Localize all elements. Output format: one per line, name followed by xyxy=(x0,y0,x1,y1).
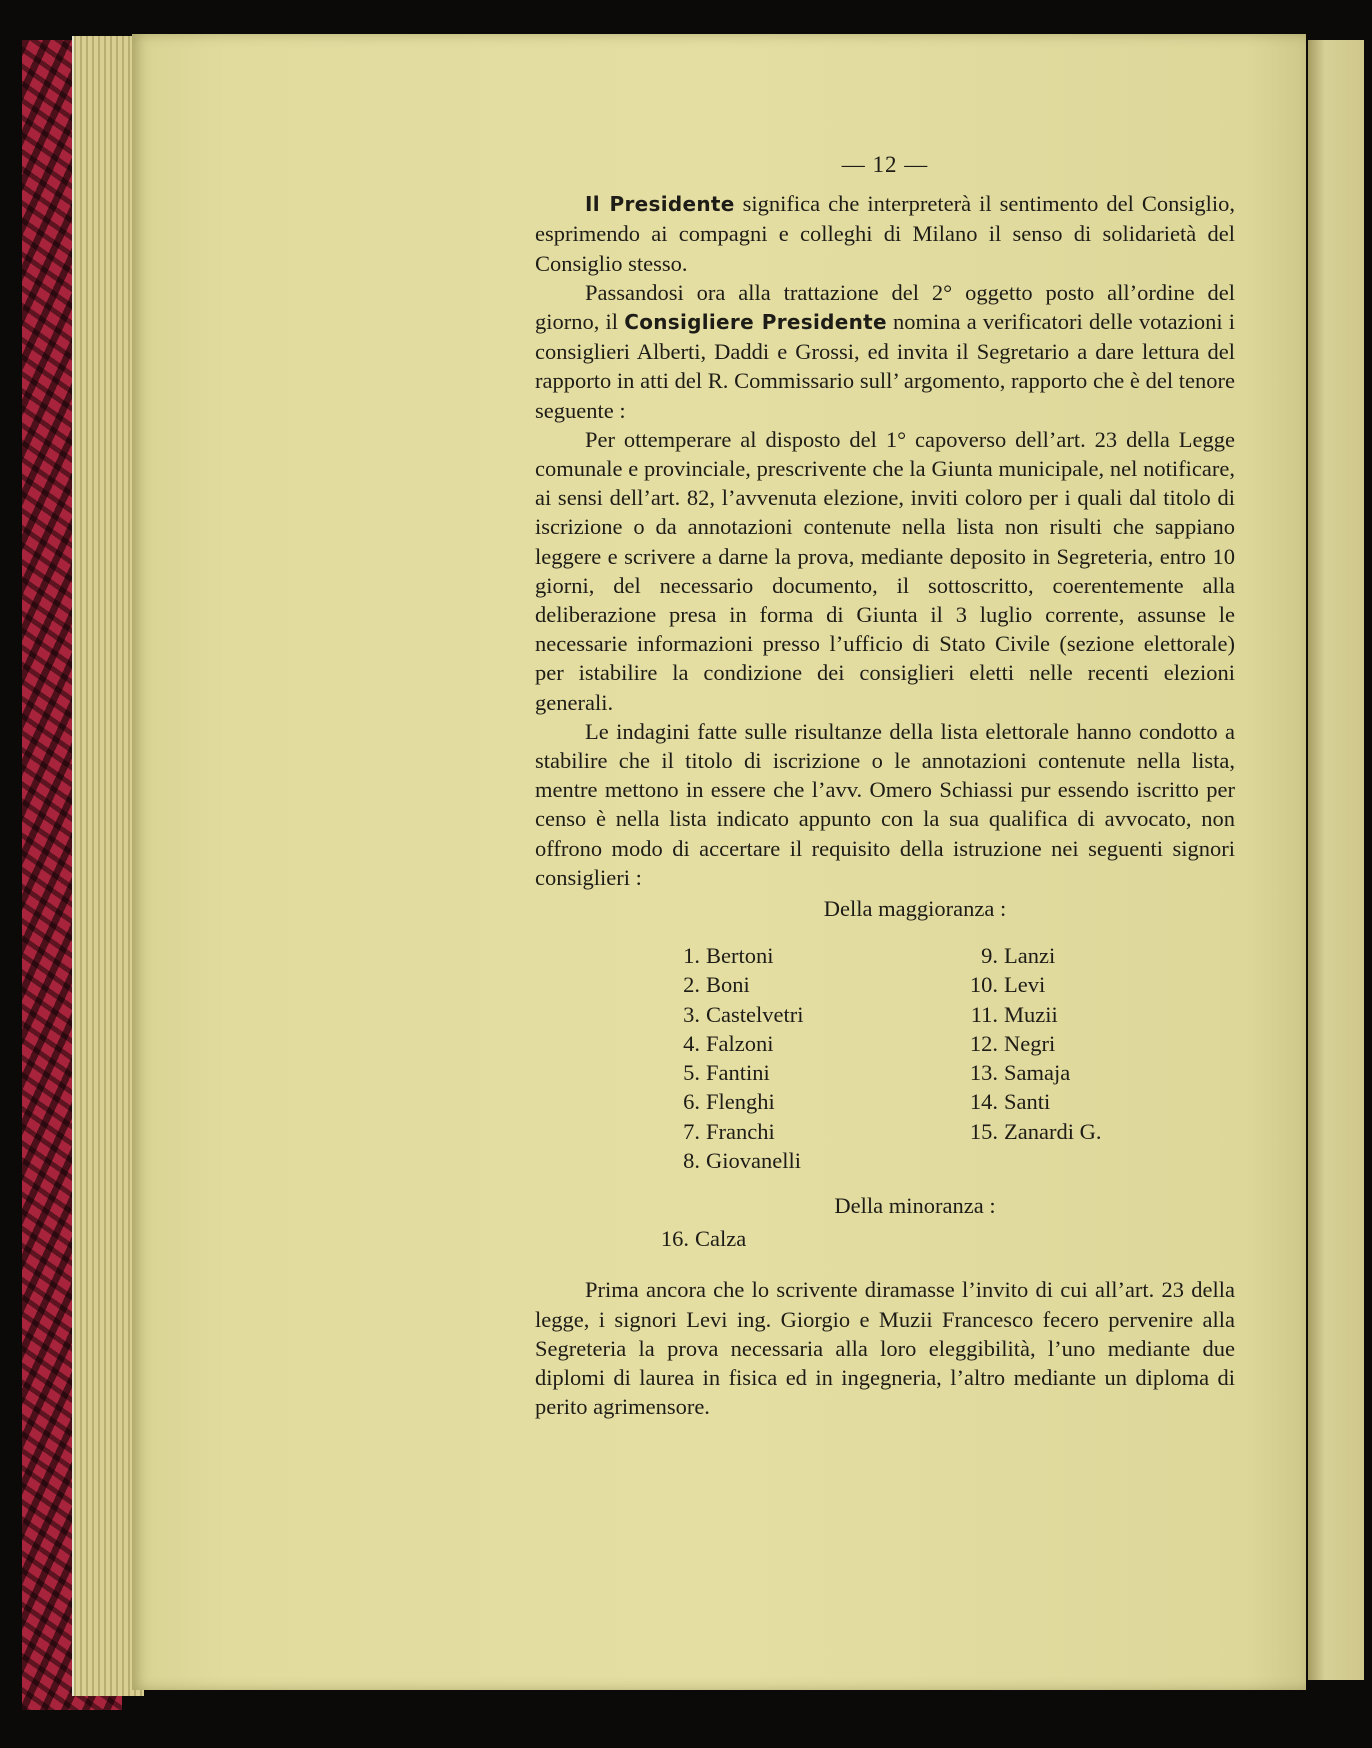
list-item xyxy=(960,1117,1180,1146)
list-number: 1. xyxy=(683,943,700,969)
list-item xyxy=(670,1000,960,1029)
list-number: 9. xyxy=(981,943,998,969)
list-name: Castelvetri xyxy=(706,1001,804,1027)
paragraph-1 xyxy=(535,189,1235,278)
list-item xyxy=(670,941,960,970)
list-name: Lanzi xyxy=(1004,943,1056,969)
list-number: 14. xyxy=(969,1089,998,1115)
list-name: Franchi xyxy=(706,1118,775,1144)
list-item xyxy=(960,1087,1180,1116)
list-name: Zanardi G. xyxy=(1004,1118,1102,1144)
list-name: Samaja xyxy=(1004,1060,1071,1086)
speaker-consigliere-presidente: Consigliere Presidente xyxy=(624,310,887,335)
list-number: 4. xyxy=(683,1030,700,1056)
list-number: 10. xyxy=(969,972,998,998)
list-name: Falzoni xyxy=(706,1030,774,1056)
list-number: 3. xyxy=(683,1001,700,1027)
list-name: Negri xyxy=(1004,1030,1056,1056)
list-item xyxy=(960,970,1180,999)
list-item xyxy=(960,1058,1180,1087)
paragraph-2-text-a: Passandosi ora alla trattazione del 2° oggetto posto all’ordine del giorno, il xyxy=(535,279,1235,335)
list-name: Muzii xyxy=(1004,1001,1058,1027)
facing-page-edge xyxy=(1308,40,1364,1680)
list-number: 7. xyxy=(683,1118,700,1144)
list-number: 2. xyxy=(683,972,700,998)
list-item xyxy=(670,1058,960,1087)
minority-heading: Della minoranza : xyxy=(834,1192,996,1218)
list-number: 12. xyxy=(969,1030,998,1056)
list-name: Flenghi xyxy=(706,1089,775,1115)
list-name: Calza xyxy=(695,1226,747,1252)
list-item xyxy=(659,1224,1235,1253)
paragraph-1-text: significa che interpreterà il sentimento del Consiglio, esprimendo ai compagni e colleghi di Milano il senso di solidarietà del Consiglio stesso. xyxy=(535,191,1235,276)
list-name: Fantini xyxy=(706,1060,770,1086)
list-number: 13. xyxy=(969,1060,998,1086)
list-item xyxy=(670,1029,960,1058)
paragraph-5: Prima ancora che lo scrivente diramasse l’invito di cui all’art. 23 della legge, i signori Levi ing. Giorgio e Muzii Francesco fecero pervenire alla Segreteria la prova necessaria alla loro eleggibilità, l’uno mediante due diplomi di laurea in fisica ed in ingegneria, l’altro mediante un diploma di perito agrimensore. xyxy=(535,1277,1235,1420)
majority-list xyxy=(670,941,1235,1175)
list-name: Levi xyxy=(1004,972,1046,998)
page-text xyxy=(535,150,1235,1421)
majority-heading: Della maggioranza : xyxy=(823,896,1007,922)
list-item xyxy=(670,1146,960,1175)
list-number: 15. xyxy=(969,1118,998,1144)
list-number: 5. xyxy=(683,1060,700,1086)
paragraph-2-text-b: nomina a verificatori delle votazioni i consiglieri Alberti, Daddi e Grossi, ed invita il Segretario a dare lettura del rapporto in atti del R. Commissario sull’ argomento, rapporto che è del tenore seguente : xyxy=(535,309,1236,423)
list-name: Bertoni xyxy=(706,943,774,969)
page-number: — 12 — xyxy=(841,152,929,177)
list-item xyxy=(960,941,1180,970)
majority-list-right xyxy=(960,941,1180,1175)
list-item xyxy=(670,1117,960,1146)
paragraph-2 xyxy=(535,278,1235,425)
list-item xyxy=(960,1000,1180,1029)
speaker-presidente: Il Presidente xyxy=(585,192,735,217)
list-number: 16. xyxy=(660,1226,689,1252)
majority-list-left xyxy=(670,941,960,1175)
list-name: Boni xyxy=(706,972,750,998)
list-number: 11. xyxy=(970,1001,998,1027)
paragraph-4: Le indagini fatte sulle risultanze della lista elettorale hanno condotto a stabilire che il titolo di iscrizione o le annotazioni contenute nella lista, mentre mettono in essere che l’avv. Omero Schiassi pur essendo iscritto per censo è nella lista indicato appunto con la sua qualifica di avvocato, non offrono modo di accertare il requisito della istruzione nei seguenti signori consiglieri : xyxy=(535,718,1235,890)
list-number: 6. xyxy=(683,1089,700,1115)
list-name: Giovanelli xyxy=(706,1147,801,1173)
list-number: 8. xyxy=(683,1147,700,1173)
list-item xyxy=(960,1029,1180,1058)
paragraph-3: Per ottemperare al disposto del 1° capoverso dell’art. 23 della Legge comunale e provinciale, prescrivente che la Giunta municipale, nel notificare, ai sensi dell’art. 82, l’avvenuta elezione, inviti coloro per i quali dal titolo di iscrizione o da annotazioni contenute nella lista non risulti che sappiano leggere e scrivere a darne la prova, mediante deposito in Segreteria, entro 10 giorni, del necessario documento, il sottoscritto, coerentemente alla deliberazione presa in forma di Giunta il 3 luglio corrente, assunse le necessarie informazioni presso l’ufficio di Stato Civile (sezione elettorale) per istabilire la condizione dei consiglieri eletti nelle recenti elezioni generali. xyxy=(535,426,1235,715)
list-name: Santi xyxy=(1004,1089,1051,1115)
list-item xyxy=(670,1087,960,1116)
list-item xyxy=(670,970,960,999)
